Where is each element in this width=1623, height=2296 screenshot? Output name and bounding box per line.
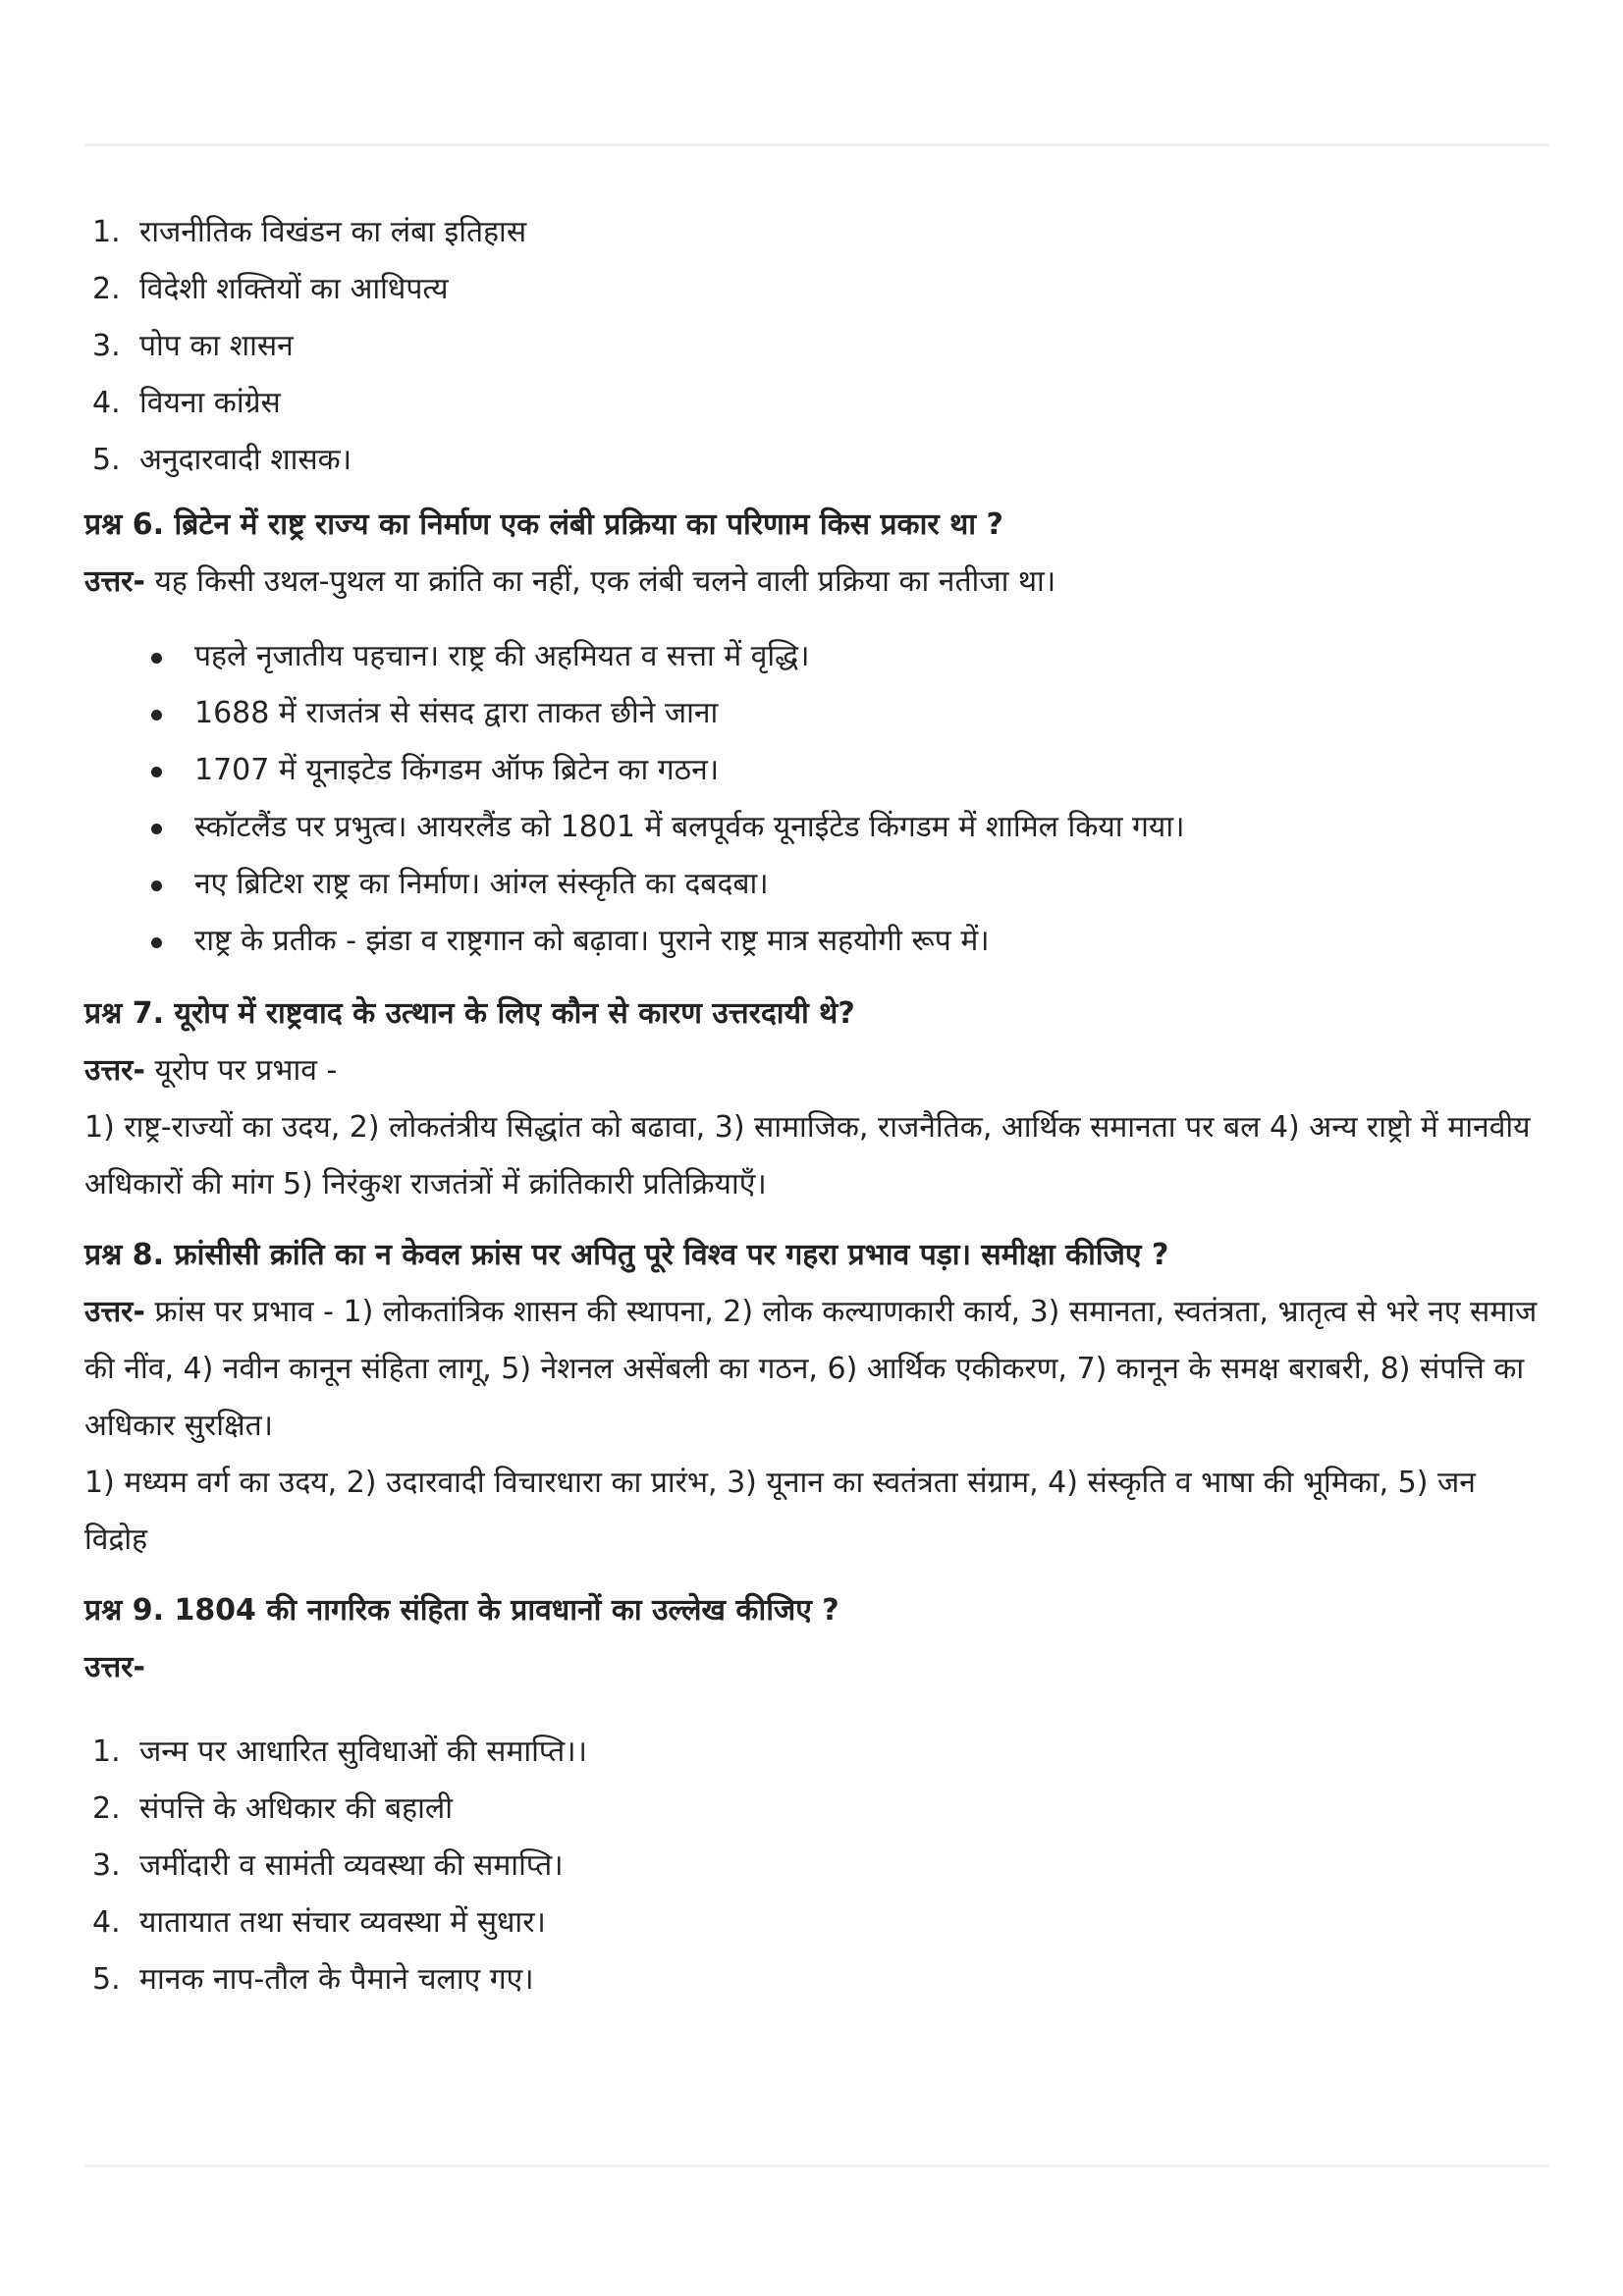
bullet-icon: [151, 881, 162, 891]
list-item: 3. पोप का शासन: [92, 329, 294, 363]
list-item: 1688 में राजतंत्र से संसद द्वारा ताकत छीने जाना: [84, 685, 1547, 742]
answer-7: उत्तर- यूरोप पर प्रभाव -: [84, 1053, 338, 1088]
bullet-icon: [151, 767, 162, 777]
numbered-list-1: [84, 204, 1547, 489]
list-item: 5. मानक नाप-तौल के पैमाने चलाए गए।: [92, 1962, 534, 1997]
list-item: 1. जन्म पर आधारित सुविधाओं की समाप्ति।।: [92, 1735, 588, 1769]
list-item: स्कॉटलैंड पर प्रभुत्व। आयरलैंड को 1801 में बलपूर्वक यूनाईटेड किंगडम में शामिल किया गया।: [84, 799, 1547, 856]
bullet-list-6: [84, 628, 1547, 970]
list-item: पहले नृजातीय पहचान। राष्ट्र की अहमियत व सत्ता में वृद्धि।: [84, 628, 1547, 685]
list-item: 1. राजनीतिक विखंडन का लंबा इतिहास: [92, 215, 527, 249]
page-content: [84, 204, 1547, 2008]
bullet-icon: [151, 710, 162, 721]
answer-7-paragraph: 1) राष्ट्र-राज्यों का उदय, 2) लोकतंत्रीय सिद्धांत को बढावा, 3) सामाजिक, राजनैतिक, आर्थिक समानता पर बल 4) अन्य राष्ट्रो में मानवीय अधिकारों की मांग 5) निरंकुश राजतंत्रों में क्रांतिकारी प्रतिक्रियाएँ।: [84, 1110, 1531, 1201]
bullet-icon: [151, 937, 162, 948]
bullet-icon: [151, 824, 162, 834]
bullet-icon: [151, 653, 162, 664]
list-item: 4. यातायात तथा संचार व्यवस्था में सुधार।: [92, 1905, 546, 1940]
list-item: 4. वियना कांग्रेस: [92, 386, 281, 420]
list-item: 2. संपत्ति के अधिकार की बहाली: [92, 1791, 453, 1826]
list-item: 2. विदेशी शक्तियों का आधिपत्य: [92, 272, 449, 306]
question-6: प्रश्न 6. ब्रिटेन में राष्ट्र राज्य का निर्माण एक लंबी प्रक्रिया का परिणाम किस प्रकार था ?: [84, 507, 1003, 542]
list-item: 3. जमींदारी व सामंती व्यवस्था की समाप्ति।: [92, 1848, 564, 1883]
question-7: प्रश्न 7. यूरोप में राष्ट्रवाद के उत्थान के लिए कौन से कारण उत्तरदायी थे?: [84, 996, 855, 1031]
answer-9: उत्तर-: [84, 1650, 145, 1684]
top-divider: [84, 143, 1549, 146]
list-item: राष्ट्र के प्रतीक - झंडा व राष्ट्रगान को बढ़ावा। पुराने राष्ट्र मात्र सहयोगी रूप में।: [84, 913, 1547, 970]
bottom-divider: [84, 2164, 1549, 2167]
list-item: 1707 में यूनाइटेड किंगडम ऑफ ब्रिटेन का गठन।: [84, 742, 1547, 799]
answer-8-paragraph: 1) मध्यम वर्ग का उदय, 2) उदारवादी विचारधारा का प्रारंभ, 3) यूनान का स्वतंत्रता संग्राम, 4) संस्कृति व भाषा की भूमिका, 5) जन विद्रोह: [84, 1466, 1476, 1557]
numbered-list-9: [84, 1724, 1547, 2008]
answer-8: उत्तर- फ्रांस पर प्रभाव - 1) लोकतांत्रिक शासन की स्थापना, 2) लोक कल्याणकारी कार्य, 3) समानता, स्वतंत्रता, भ्रातृत्व से भरे नए समाज की नींव, 4) नवीन कानून संहिता लागू, 5) नेशनल असेंबली का गठन, 6) आर्थिक एकीकरण, 7) कानून के समक्ष बराबरी, 8) संपत्ति का अधिकार सुरक्षित।: [84, 1295, 1538, 1443]
list-item: नए ब्रिटिश राष्ट्र का निर्माण। आंग्ल संस्कृति का दबदबा।: [84, 856, 1547, 913]
question-8: प्रश्न 8. फ्रांसीसी क्रांति का न केवल फ्रांस पर अपितु पूरे विश्व पर गहरा प्रभाव पड़ा। समीक्षा कीजिए ?: [84, 1238, 1169, 1272]
answer-6: उत्तर- यह किसी उथल-पुथल या क्रांति का नहीं, एक लंबी चलने वाली प्रक्रिया का नतीजा था।: [84, 564, 1056, 599]
list-item: 5. अनुदारवादी शासक।: [92, 443, 352, 477]
question-9: प्रश्न 9. 1804 की नागरिक संहिता के प्रावधानों का उल्लेख कीजिए ?: [84, 1593, 839, 1628]
